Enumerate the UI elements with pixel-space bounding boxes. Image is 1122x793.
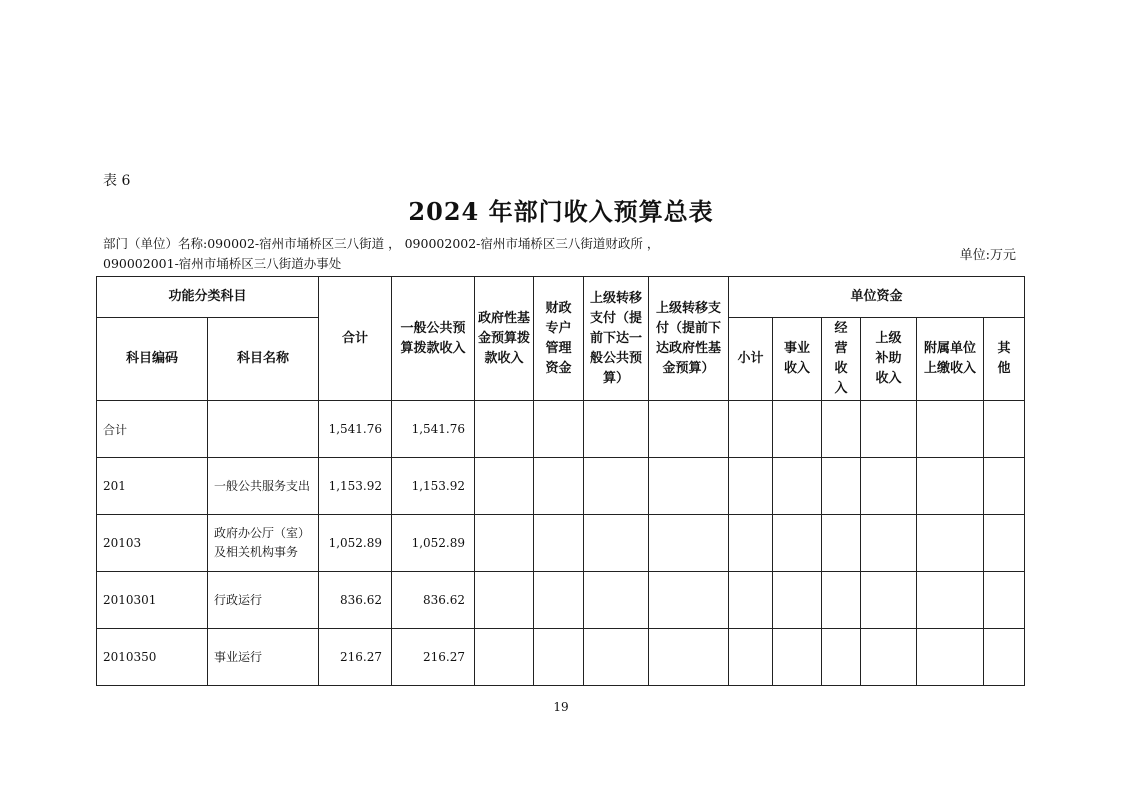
cell-code: 20103 bbox=[97, 515, 208, 572]
cell-general: 836.62 bbox=[392, 572, 475, 629]
cell-name: 一般公共服务支出 bbox=[208, 458, 319, 515]
header-upper-subsidy: 上级补助收入 bbox=[861, 318, 917, 401]
header-func-category: 功能分类科目 bbox=[97, 277, 319, 318]
header-fiscal-special: 财政专户管理资金 bbox=[534, 277, 584, 401]
cell-name: 事业运行 bbox=[208, 629, 319, 686]
cell-code: 2010301 bbox=[97, 572, 208, 629]
header-business-income: 事业收入 bbox=[773, 318, 822, 401]
cell-general: 216.27 bbox=[392, 629, 475, 686]
cell-total: 1,541.76 bbox=[319, 401, 392, 458]
header-upper-fund: 上级转移支付（提前下达政府性基金预算） bbox=[649, 277, 729, 401]
header-total: 合计 bbox=[319, 277, 392, 401]
header-gov-fund: 政府性基金预算拨款收入 bbox=[475, 277, 534, 401]
cell-total: 1,052.89 bbox=[319, 515, 392, 572]
table-row bbox=[97, 458, 1025, 515]
table-row bbox=[97, 515, 1025, 572]
cell-general: 1,052.89 bbox=[392, 515, 475, 572]
department-line-2: 090002001-宿州市埇桥区三八街道办事处 bbox=[103, 256, 342, 271]
unit-label: 单位:万元 bbox=[959, 248, 1016, 263]
header-affiliated: 附属单位上缴收入 bbox=[917, 318, 984, 401]
header-general-public: 一般公共预算拨款收入 bbox=[392, 277, 475, 401]
header-operating-income: 经营收入 bbox=[822, 318, 861, 401]
department-info bbox=[103, 234, 659, 274]
cell-name bbox=[208, 401, 319, 458]
cell-name: 政府办公厅（室）及相关机构事务 bbox=[208, 515, 319, 572]
header-subject-code: 科目编码 bbox=[97, 318, 208, 401]
header-upper-general: 上级转移支付（提前下达一般公共预算） bbox=[584, 277, 649, 401]
header-unit-funds: 单位资金 bbox=[729, 277, 1025, 318]
budget-table bbox=[96, 276, 1025, 686]
cell-code: 2010350 bbox=[97, 629, 208, 686]
table-row bbox=[97, 572, 1025, 629]
cell-code: 201 bbox=[97, 458, 208, 515]
department-line-1: 部门（单位）名称:090002-宿州市埇桥区三八街道 ， 090002002-宿州市埇桥区三八街道财政所 ， bbox=[103, 236, 660, 251]
table-row bbox=[97, 401, 1025, 458]
cell-total: 1,153.92 bbox=[319, 458, 392, 515]
table-row bbox=[97, 629, 1025, 686]
header-other: 其他 bbox=[984, 318, 1025, 401]
page-title: 2024 年部门收入预算总表 bbox=[408, 197, 714, 226]
cell-general: 1,541.76 bbox=[392, 401, 475, 458]
cell-total: 836.62 bbox=[319, 572, 392, 629]
header-subject-name: 科目名称 bbox=[208, 318, 319, 401]
cell-total: 216.27 bbox=[319, 629, 392, 686]
table-label: 表 6 bbox=[103, 173, 131, 189]
cell-name: 行政运行 bbox=[208, 572, 319, 629]
cell-code: 合计 bbox=[97, 401, 208, 458]
header-subtotal: 小计 bbox=[729, 318, 773, 401]
header-row-1 bbox=[97, 277, 1025, 318]
page-number: 19 bbox=[553, 700, 569, 714]
cell-general: 1,153.92 bbox=[392, 458, 475, 515]
